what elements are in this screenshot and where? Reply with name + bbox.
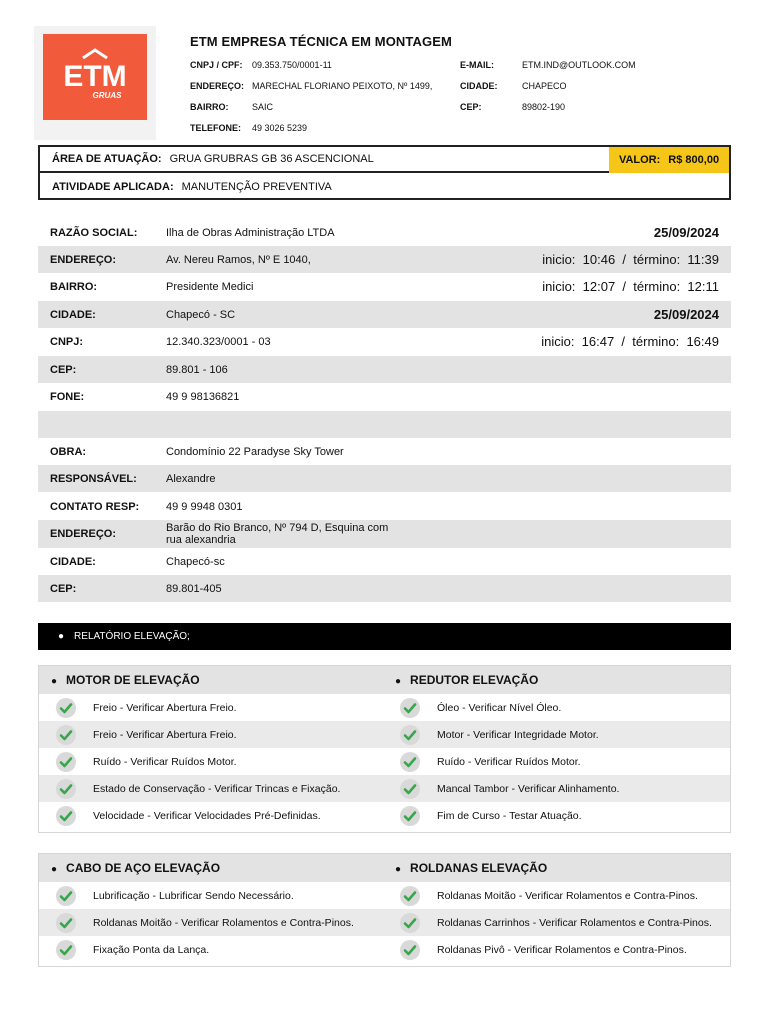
atividade-value: MANUTENÇÃO PREVENTIVA <box>181 181 332 193</box>
section-header <box>39 666 730 694</box>
info-value: ETM.IND@OUTLOOK.COM <box>522 60 636 70</box>
check-icon <box>400 940 420 960</box>
section-title-text: ROLDANAS ELEVAÇÃO <box>410 861 548 875</box>
row-value: Av. Nereu Ramos, Nº E 1040, <box>166 253 311 266</box>
checklist-item <box>56 909 383 936</box>
info-value: 09.353.750/0001-11 <box>252 60 332 70</box>
check-icon <box>400 779 420 799</box>
checklist-text: Fixação Ponta da Lança. <box>93 943 210 956</box>
section-title-right <box>395 861 547 875</box>
atividade-row <box>40 174 729 200</box>
check-icon <box>400 886 420 906</box>
client-row-endereco <box>38 246 731 273</box>
row-label: ENDEREÇO: <box>50 528 117 540</box>
checklist-item <box>400 802 727 829</box>
valor-badge <box>609 147 729 173</box>
checklist-text: Mancal Tambor - Verificar Alinhamento. <box>437 782 620 795</box>
info-label: ENDEREÇO: <box>190 81 245 91</box>
checklist-row <box>39 694 730 721</box>
checklist-text: Óleo - Verificar Nível Óleo. <box>437 701 562 714</box>
checklist-text: Estado de Conservação - Verificar Trincas e Fixação. <box>93 782 341 795</box>
checklist-text: Roldanas Pivô - Verificar Rolamentos e Contra-Pinos. <box>437 943 687 956</box>
info-value: 49 3026 5239 <box>252 123 308 133</box>
check-icon <box>400 698 420 718</box>
logo-subtext: GRUAS <box>92 91 122 100</box>
section-title-right <box>395 673 538 687</box>
client-row-fone <box>38 383 731 410</box>
obra-row-cep <box>38 575 731 602</box>
checklist-item <box>56 775 383 802</box>
info-label: CEP: <box>460 102 482 112</box>
row-label: CONTATO RESP: <box>50 500 140 513</box>
row-label: ENDEREÇO: <box>50 253 117 266</box>
schedule-date: 25/09/2024 <box>653 307 719 322</box>
client-row-cidade <box>38 301 731 328</box>
section-title-left <box>51 861 220 875</box>
obra-row-cidade <box>38 548 731 575</box>
section-cabo-roldanas <box>38 853 731 967</box>
row-value: Ilha de Obras Administração LTDA <box>166 226 335 239</box>
client-row-cep <box>38 356 731 383</box>
info-label: TELEFONE: <box>190 123 241 133</box>
obra-row-obra <box>38 438 731 465</box>
section-title-text: REDUTOR ELEVAÇÃO <box>410 673 539 687</box>
client-row-razao <box>38 219 731 246</box>
bullet-icon: ● <box>51 676 58 687</box>
checklist-item <box>400 882 727 909</box>
schedule-time: inicio: 10:46 / término: 11:39 <box>542 252 719 267</box>
row-value: Condomínio 22 Paradyse Sky Tower <box>166 445 344 458</box>
info-value: MARECHAL FLORIANO PEIXOTO, Nº 1499, <box>252 81 433 91</box>
checklist-item <box>56 721 383 748</box>
section-title-text: MOTOR DE ELEVAÇÃO <box>66 673 200 687</box>
row-label: CEP: <box>50 582 77 595</box>
checklist-item <box>400 721 727 748</box>
logo-mark-icon <box>43 34 147 120</box>
row-value: Presidente Medici <box>166 280 254 293</box>
checklist-row <box>39 909 730 936</box>
row-label: CNPJ: <box>50 335 84 348</box>
checklist-row <box>39 936 730 963</box>
checklist-item <box>400 936 727 963</box>
info-label: E-MAIL: <box>460 60 494 70</box>
checklist-item <box>56 936 383 963</box>
area-row <box>40 147 729 173</box>
row-value: 49 9 98136821 <box>166 390 240 403</box>
bullet-icon: ● <box>395 864 402 875</box>
company-logo <box>43 34 147 120</box>
bullet-icon: ● <box>58 631 65 642</box>
info-cidade <box>460 81 498 92</box>
checklist-item <box>400 748 727 775</box>
banner-title: RELATÓRIO ELEVAÇÃO; <box>74 631 190 642</box>
obra-row-endereco <box>38 520 731 548</box>
client-row-cnpj <box>38 328 731 355</box>
report-banner <box>38 623 731 650</box>
checklist-item <box>56 748 383 775</box>
valor-label: VALOR: <box>618 154 661 166</box>
check-icon <box>56 779 76 799</box>
checklist-item <box>56 694 383 721</box>
info-value: CHAPECO <box>522 81 567 91</box>
checklist-text: Roldanas Carrinhos - Verificar Rolamentos e Contra-Pinos. <box>437 916 712 929</box>
check-icon <box>56 913 76 933</box>
row-label: BAIRRO: <box>50 280 98 293</box>
check-icon <box>56 698 76 718</box>
checklist-item <box>400 694 727 721</box>
checklist-text: Velocidade - Verificar Velocidades Pré-Definidas. <box>93 809 321 822</box>
valor-value: R$ 800,00 <box>668 154 720 166</box>
checklist-row <box>39 748 730 775</box>
checklist-row <box>39 882 730 909</box>
checklist-text: Freio - Verificar Abertura Freio. <box>93 701 237 714</box>
area-box <box>38 145 731 200</box>
checklist-text: Ruído - Verificar Ruídos Motor. <box>93 755 237 768</box>
info-bairro <box>190 102 229 113</box>
check-icon <box>400 752 420 772</box>
row-value: Chapecó - SC <box>166 308 236 321</box>
checklist-item <box>400 775 727 802</box>
checklist-row <box>39 775 730 802</box>
checklist-text: Roldanas Moitão - Verificar Rolamentos e Contra-Pinos. <box>437 889 698 902</box>
info-endereco <box>190 81 244 92</box>
section-title-left <box>51 673 200 687</box>
checklist-text: Roldanas Moitão - Verificar Rolamentos e Contra-Pinos. <box>93 916 354 929</box>
checklist-text: Lubrificação - Lubrificar Sendo Necessário. <box>93 889 294 902</box>
schedule-date: 25/09/2024 <box>653 225 719 240</box>
checklist-text: Ruído - Verificar Ruídos Motor. <box>437 755 581 768</box>
row-value: Chapecó-sc <box>166 555 225 568</box>
section-title-text: CABO DE AÇO ELEVAÇÃO <box>66 861 221 875</box>
company-name: ETM EMPRESA TÉCNICA EM MONTAGEM <box>190 34 452 49</box>
info-telefone <box>190 123 241 134</box>
check-icon <box>400 913 420 933</box>
row-label: CEP: <box>50 363 77 376</box>
row-label: CIDADE: <box>50 555 96 568</box>
row-value: 49 9 9948 0301 <box>166 500 243 513</box>
check-icon <box>400 725 420 745</box>
bullet-icon: ● <box>51 864 58 875</box>
checklist-row <box>39 802 730 829</box>
row-label: RESPONSÁVEL: <box>50 472 137 485</box>
bullet-icon: ● <box>395 676 402 687</box>
checklist-item <box>56 802 383 829</box>
checklist-row <box>39 721 730 748</box>
check-icon <box>56 752 76 772</box>
area-value: GRUA GRUBRAS GB 36 ASCENCIONAL <box>169 153 374 165</box>
info-value: 89802-190 <box>522 102 566 112</box>
info-label: BAIRRO: <box>190 102 229 112</box>
info-label: CIDADE: <box>460 81 498 91</box>
schedule-time: inicio: 16:47 / término: 16:49 <box>541 334 719 349</box>
row-label: FONE: <box>50 390 85 403</box>
checklist-item <box>56 882 383 909</box>
info-cnpj <box>190 60 243 71</box>
row-value: Alexandre <box>166 472 216 485</box>
check-icon <box>56 886 76 906</box>
row-value: 89.801 - 106 <box>166 363 228 376</box>
checklist-item <box>400 909 727 936</box>
row-label: OBRA: <box>50 445 87 458</box>
row-label: CIDADE: <box>50 308 96 321</box>
atividade-label: ATIVIDADE APLICADA: <box>52 181 174 193</box>
row-value: Barão do Rio Branco, Nº 794 D, Esquina com rua alexandria <box>166 522 389 546</box>
obra-row-contato <box>38 493 731 520</box>
logo-frame <box>34 26 156 140</box>
check-icon <box>56 940 76 960</box>
info-cep <box>460 102 482 113</box>
schedule-time: inicio: 12:07 / término: 12:11 <box>542 279 719 294</box>
spacer-row <box>38 411 731 438</box>
obra-row-responsavel <box>38 465 731 492</box>
section-motor-redutor <box>38 665 731 833</box>
checklist-text: Fim de Curso - Testar Atuação. <box>437 809 582 822</box>
check-icon <box>56 725 76 745</box>
row-label: RAZÃO SOCIAL: <box>50 226 138 239</box>
checklist-text: Freio - Verificar Abertura Freio. <box>93 728 237 741</box>
logo-text: ETM <box>63 60 127 93</box>
row-value: 89.801-405 <box>166 582 222 595</box>
client-row-bairro <box>38 273 731 300</box>
info-email <box>460 60 494 71</box>
info-label: CNPJ / CPF: <box>190 60 243 70</box>
area-label: ÁREA DE ATUAÇÃO: <box>52 153 162 165</box>
info-value: SAIC <box>252 102 274 112</box>
row-value: 12.340.323/0001 - 03 <box>166 335 271 348</box>
check-icon <box>400 806 420 826</box>
checklist-text: Motor - Verificar Integridade Motor. <box>437 728 599 741</box>
check-icon <box>56 806 76 826</box>
section-header <box>39 854 730 882</box>
